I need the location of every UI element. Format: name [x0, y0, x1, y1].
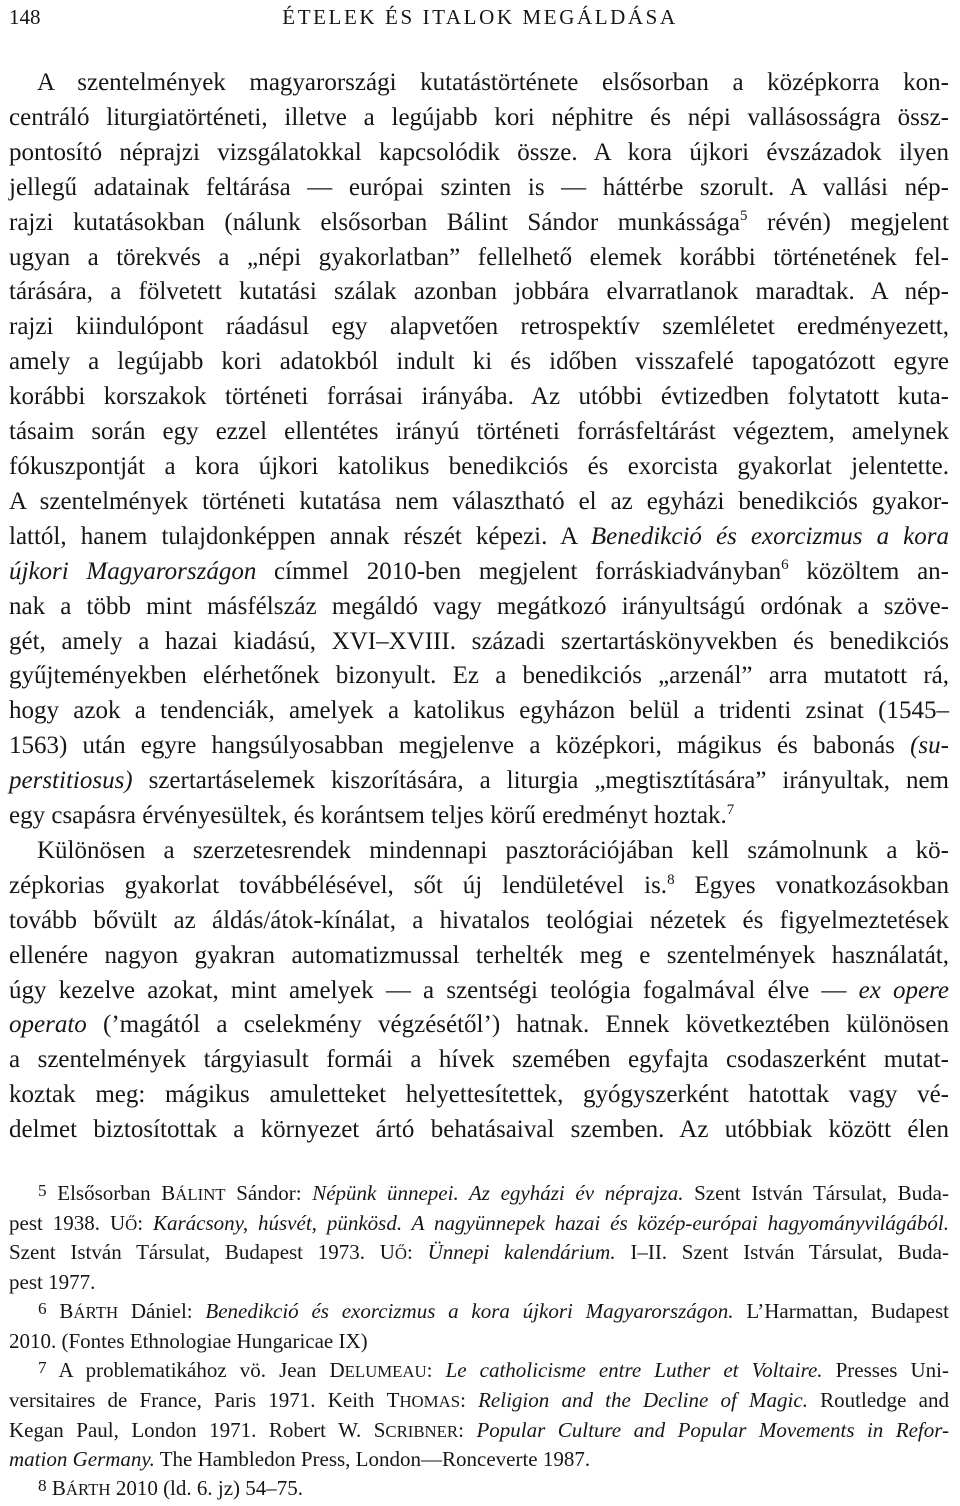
text-line: [9, 729, 949, 764]
text-line: [9, 66, 949, 101]
text-run: gyűjteményekben elérhetőnek bizonyult. Ez a benedikciós „arzenál” arra mutatott rá,: [9, 662, 949, 690]
text-run: a szentelmények tárgyiasult formái a hívek szemében egyfajta csodaszerként mutat-: [9, 1046, 949, 1074]
italic-text: Popular Culture and Popular Movements in Refor-: [476, 1417, 949, 1442]
text-run: :: [458, 1417, 477, 1442]
text-run: szertartáselemek kiszorítására, a liturgia „megtisztítására” irányultak, nem: [132, 767, 949, 795]
text-line: [9, 939, 949, 974]
italic-text: Benedikció és exorcizmus a kora újkori Magyarországon.: [205, 1298, 734, 1323]
text-line: [9, 555, 949, 590]
text-run: 2010. (Fontes Ethnologiae Hungaricae IX): [9, 1329, 368, 1354]
page-number: 148: [9, 5, 41, 29]
text-run: 1563) után egyre hangsúlyosabban megjelenve a középkori, mágikus és babonás: [9, 732, 911, 760]
small-caps-name: UŐ: [109, 1211, 138, 1236]
text-line: [9, 904, 949, 939]
text-run: nak a több mint másfélszáz megáldó vagy megátkozó irányultságú ordónak a szöve-: [9, 592, 949, 620]
text-run: L’Harmattan, Budapest: [733, 1298, 949, 1323]
text-line: [9, 345, 949, 380]
footnotes-section: [9, 1179, 949, 1504]
text-run: rajzi kutatásokban (nálunk elsősorban Bálint Sándor munkássága: [9, 208, 740, 236]
text-run: amely a legújabb kori adatokból indult ki és időben visszafelé tapogatózott egyre: [9, 348, 949, 376]
text-line: [9, 101, 949, 136]
text-run: versitaires de France, Paris 1971. Keith: [9, 1388, 387, 1413]
footnote-line: [9, 1445, 949, 1474]
text-line: [9, 1078, 949, 1113]
footnote-line: [9, 1386, 949, 1415]
small-caps-name: THOMAS: [386, 1388, 461, 1413]
italic-text: Religion and the Decline of Magic.: [478, 1388, 808, 1413]
italic-text: Le catholicisme entre Luther et Voltaire.: [445, 1358, 823, 1383]
text-run: címmel 2010-ben megjelent forráskiadványban: [256, 557, 782, 585]
text-line: [9, 659, 949, 694]
text-run: :: [460, 1388, 479, 1413]
text-line: [9, 241, 949, 276]
text-line: [9, 590, 949, 625]
page-header: [0, 2, 960, 32]
text-run: Kegan Paul, London 1971. Robert W.: [9, 1417, 374, 1442]
text-run: Szent István Társulat, Buda-: [683, 1181, 949, 1205]
text-run: fókuszpontját a kora újkori katolikus benedikciós és exorcista gyakorlat jelentette.: [9, 452, 949, 480]
footnote-reference: 8: [667, 871, 675, 888]
text-run: közöltem an-: [788, 557, 949, 585]
text-run: :: [137, 1211, 153, 1236]
footnote-line: [9, 1327, 949, 1356]
text-run: Szent István Társulat, Budapest 1973.: [9, 1240, 380, 1265]
text-line: [9, 1113, 949, 1148]
small-caps-name: SCRIBNER: [373, 1417, 459, 1442]
footnote: [9, 1474, 949, 1504]
text-run: Sándor:: [225, 1181, 313, 1205]
text-run: 2010 (ld. 6. jz) 54–75.: [110, 1476, 304, 1501]
paragraph: [9, 834, 949, 1148]
footnote-number: 6: [38, 1299, 47, 1319]
text-line: [9, 974, 949, 1009]
text-line: [9, 310, 949, 345]
small-caps-name: BÁRTH: [51, 1476, 111, 1501]
footnote-reference: 6: [781, 557, 789, 574]
text-run: (’magától a cselekmény végzésétől’) hatnak. Ennek következtében különösen: [86, 1011, 949, 1039]
footnote-number: 8: [38, 1476, 47, 1496]
text-run: ugyan a törekvés a „népi gyakorlatban” fellelhető elemek korábbi történetének fel-: [9, 243, 949, 271]
footnote-line: [9, 1416, 949, 1445]
footnote: [9, 1297, 949, 1356]
footnote-line: [9, 1356, 949, 1386]
footnote-line: [9, 1474, 949, 1504]
text-line: [9, 275, 949, 310]
footnote: [9, 1179, 949, 1297]
text-line: [9, 380, 949, 415]
italic-text: (su-: [910, 732, 949, 760]
text-run: Elsősorban: [46, 1181, 162, 1205]
text-run: :: [426, 1358, 446, 1383]
text-run: pest 1938.: [9, 1211, 110, 1236]
text-run: rajzi kiindulópont ráadásul egy alapvetően retrospektív szemléletet eredményezett,: [9, 313, 949, 341]
paragraph: [9, 66, 949, 834]
text-line: [9, 764, 949, 799]
footnote: [9, 1356, 949, 1474]
italic-text: Ünnepi kalendárium.: [427, 1240, 616, 1265]
small-caps-name: BÁLINT: [161, 1181, 226, 1205]
text-line: [9, 1043, 949, 1078]
text-run: A problematikához vö. Jean: [46, 1358, 330, 1383]
small-caps-name: BÁRTH: [59, 1298, 119, 1323]
small-caps-name: UŐ: [379, 1240, 408, 1265]
text-run: korábbi korszakok történeti forrásai irányába. Az utóbbi évtizedben folytatott kuta-: [9, 383, 949, 411]
text-run: The Hambledon Press, London—Ronceverte 1987.: [154, 1446, 591, 1471]
italic-text: operato: [9, 1011, 87, 1039]
italic-text: újkori Magyarországon: [9, 557, 257, 585]
text-run: A szentelmények magyarországi kutatástörténete elsősorban a középkorra kon-: [37, 69, 949, 96]
text-run: lattól, hanem tulajdonképpen annak részét képezi. A: [9, 522, 591, 550]
text-run: centráló liturgiatörténeti, illetve a legújabb kori néphitre és népi vallásosságra össz-: [9, 103, 949, 131]
footnote-line: [9, 1238, 949, 1267]
text-run: delmet biztosítottak a környezet ártó behatásaival szemben. Az utóbbiak között élen: [9, 1116, 949, 1144]
footnote-reference: 5: [740, 208, 748, 225]
text-line: [9, 625, 949, 660]
text-run: pontosító néprajzi vizsgálatokkal kapcsolódik össze. A kora újkori évszázadok ilyen: [9, 138, 949, 166]
text-line: [9, 485, 949, 520]
text-line: [9, 520, 949, 555]
text-run: pest 1977.: [9, 1269, 96, 1294]
text-run: tárására, a fölvetett kutatási szálak azonban jobbára elvarratlanok maradtak. A nép-: [9, 278, 949, 306]
text-run: Különösen a szerzetesrendek mindennapi pasztorációjában kell számolnunk a kö-: [37, 836, 949, 864]
text-line: [9, 415, 949, 450]
text-run: ellenére nagyon gyakran automatizmussal terhelték meg e szentelmények használatát,: [9, 941, 949, 969]
text-run: A szentelmények történeti kutatása nem választható el az egyházi benedikciós gyakor-: [9, 487, 949, 515]
text-line: [9, 869, 949, 904]
main-text: [9, 66, 949, 1148]
footnote-line: [9, 1179, 949, 1209]
footnote-line: [9, 1268, 949, 1297]
text-run: jellegű adatainak feltárása — európai szinten is — háttérbe szorult. A vallási nép-: [9, 173, 949, 201]
text-run: Routledge and: [807, 1388, 949, 1413]
text-line: [9, 1008, 949, 1043]
text-run: úgy kezelve azokat, mint amelyek — a szentségi teológia fogalmával élve —: [9, 976, 859, 1004]
running-title: ÉTELEK ÉS ITALOK MEGÁLDÁSA: [282, 5, 678, 29]
italic-text: Karácsony, húsvét, pünkösd. A nagyünnepek hazai és közép-európai hagyományvilágából.: [153, 1211, 949, 1236]
text-run: I–II. Szent István Társulat, Buda-: [615, 1240, 949, 1265]
italic-text: Benedikció és exorcizmus a kora: [590, 522, 950, 550]
text-line: [9, 136, 949, 171]
text-line: [9, 171, 949, 206]
footnote-line: [9, 1297, 949, 1327]
small-caps-name: DELUMEAU: [329, 1358, 427, 1383]
text-run: révén) megjelent: [747, 208, 950, 236]
text-run: tovább bővült az áldás/átok-kínálat, a hivatalos teológiai nézetek és figyelmeztetések: [9, 906, 949, 934]
text-line: [9, 834, 949, 869]
footnote-reference: 7: [726, 801, 735, 818]
footnote-number: 5: [38, 1181, 47, 1201]
text-run: koztak meg: mágikus amuletteket helyettesítettek, gyógyszerként hatottak vagy vé-: [9, 1081, 949, 1109]
italic-text: perstitiosus): [9, 767, 133, 795]
text-run: Presses Uni-: [822, 1358, 950, 1383]
text-line: [9, 799, 949, 834]
text-run: tásaim során egy ezzel ellentétes irányú történeti forrásfeltárást végeztem, amelynek: [9, 418, 949, 446]
text-run: Egyes vonatkozásokban: [674, 871, 949, 899]
text-run: egy csapásra érvényesültek, és korántsem teljes körű eredményt hoztak.: [9, 802, 727, 830]
italic-text: mation Germany.: [9, 1446, 155, 1471]
text-line: [9, 450, 949, 485]
italic-text: Népünk ünnepei. Az egyházi év néprajza.: [312, 1181, 684, 1205]
text-line: [9, 206, 949, 241]
text-run: :: [407, 1240, 428, 1265]
text-run: [47, 1299, 60, 1323]
text-run: hogy azok a tendenciák, amelyek a katolikus egyházon belül a tridenti zsinat (1545–: [9, 697, 949, 725]
text-run: Dániel:: [118, 1298, 206, 1323]
text-run: zépkorias gyakorlat továbbélésével, sőt új lendületével is.: [9, 871, 668, 899]
text-line: [9, 694, 949, 729]
footnote-number: 7: [38, 1358, 47, 1378]
text-run: gét, amely a hazai kiadású, XVI–XVIII. századi szertartáskönyvekben és benedikciós: [9, 627, 949, 655]
footnote-line: [9, 1209, 949, 1238]
italic-text: ex opere: [858, 976, 949, 1004]
